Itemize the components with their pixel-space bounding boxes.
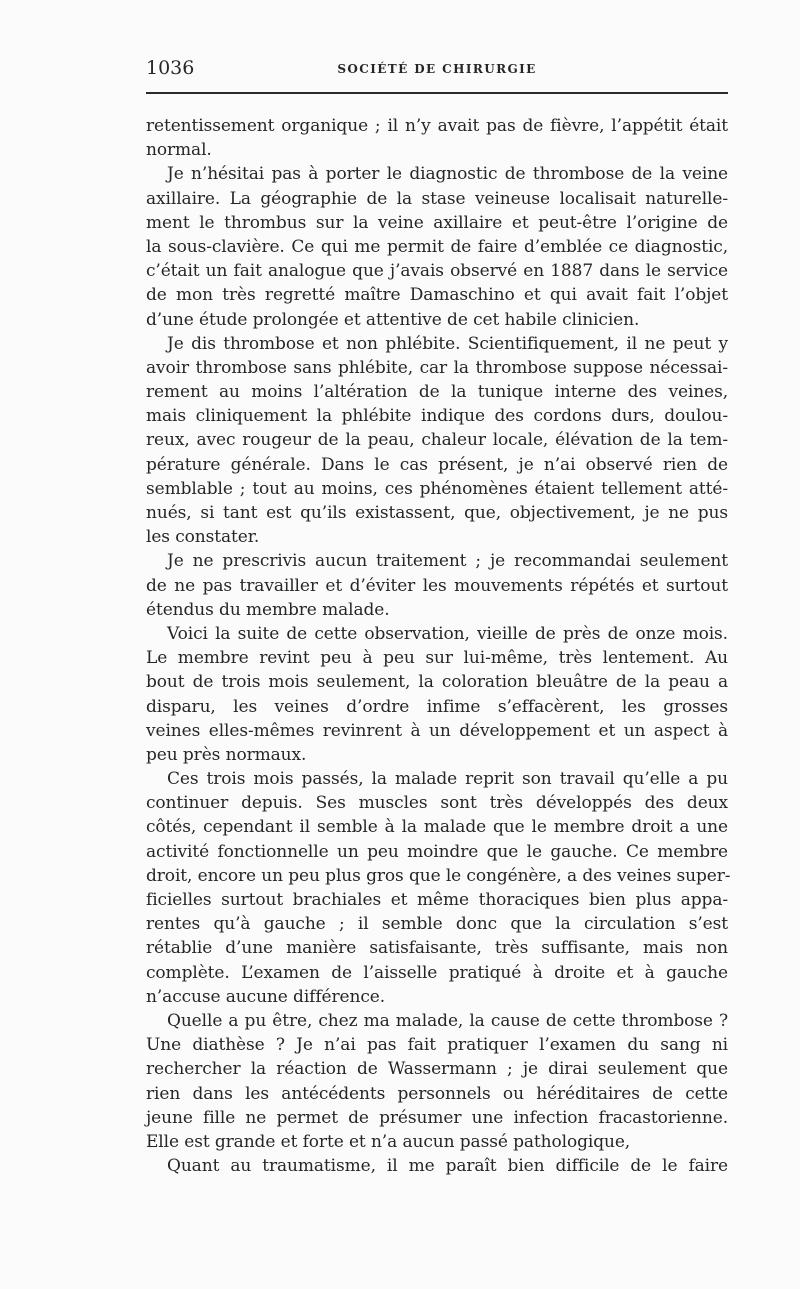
paragraph	[146, 1154, 728, 1178]
text-line: Voici la suite de cette observation, vieille de près de onze mois.	[167, 623, 728, 644]
paragraph	[146, 767, 731, 1009]
text-line: retentissement organique ; il n’y avait pas de fièvre, l’appétit était	[146, 116, 728, 136]
paragraph	[146, 114, 728, 162]
paragraph	[146, 549, 728, 622]
text-line: complète. L’examen de l’aisselle pratiqué à droite et à gauche	[146, 962, 728, 983]
text-line: avoir thrombose sans phlébite, car la thrombose suppose nécessai-	[146, 357, 728, 378]
text-line: n’accuse aucune différence.	[146, 986, 386, 1007]
text-line: activité fonctionnelle un peu moindre que le gauche. Ce membre	[146, 841, 728, 862]
text-line: rentes qu’à gauche ; il semble donc que la circulation s’est	[146, 914, 728, 935]
text-line: la sous-clavière. Ce qui me permit de faire d’emblée ce diagnostic,	[146, 236, 728, 257]
text-line: rétablie d’une manière satisfaisante, très suffisante, mais non	[146, 938, 728, 959]
text-line: mais cliniquement la phlébite indique des cordons durs, doulou-	[146, 406, 728, 427]
text-line: Quelle a pu être, chez ma malade, la cause de cette thrombose ?	[167, 1010, 728, 1031]
text-line: peu près normaux.	[146, 744, 307, 765]
text-line: de mon très regretté maître Damaschino et qui avait fait l’objet	[146, 285, 728, 306]
text-line: Une diathèse ? Je n’ai pas fait pratiquer l’examen du sang ni	[146, 1035, 728, 1056]
text-line: Je n’hésitai pas à porter le diagnostic de thrombose de la veine	[167, 164, 728, 185]
page-number: 1036	[146, 57, 195, 79]
text-line: ficielles surtout brachiales et même thoraciques bien plus appa-	[146, 890, 728, 910]
text-line: semblable ; tout au moins, ces phénomènes étaient tellement atté-	[146, 478, 728, 499]
text-line: continuer depuis. Ses muscles sont très développés des deux	[146, 793, 728, 814]
text-line: rement au moins l’altération de la tunique interne des veines,	[146, 382, 728, 403]
header-rule	[146, 92, 728, 94]
text-line: bout de trois mois seulement, la coloration bleuâtre de la peau a	[146, 672, 728, 693]
paragraph	[146, 162, 728, 331]
paragraph	[146, 1009, 728, 1154]
page-header	[146, 55, 728, 95]
text-line: droit, encore un peu plus gros que le congénère, a des veines super-	[146, 865, 731, 886]
text-line: Je ne prescrivis aucun traitement ; je recommandai seulement	[167, 551, 728, 572]
paragraph	[146, 622, 728, 767]
text-line: ment le thrombus sur la veine axillaire et peut-être l’origine de	[146, 212, 728, 233]
text-line: côtés, cependant il semble à la malade que le membre droit a une	[146, 817, 728, 838]
running-head: SOCIÉTÉ DE CHIRURGIE	[337, 62, 537, 76]
text-line: Quant au traumatisme, il me paraît bien difficile de le faire	[167, 1156, 728, 1177]
text-line: veines elles-mêmes revinrent à un développement et un aspect à	[146, 720, 728, 741]
text-line: Le membre revint peu à peu sur lui-même, très lentement. Au	[146, 648, 728, 669]
text-line: d’une étude prolongée et attentive de cet habile clinicien.	[146, 309, 640, 330]
text-line: pérature générale. Dans le cas présent, je n’ai observé rien de	[146, 454, 728, 475]
text-line: axillaire. La géographie de la stase veineuse localisait naturelle-	[146, 188, 728, 209]
text-line: disparu, les veines d’ordre infime s’effacèrent, les grosses	[146, 696, 728, 717]
body-text	[146, 114, 731, 1178]
text-line: Elle est grande et forte et n’a aucun passé pathologique,	[146, 1131, 631, 1152]
text-line: les constater.	[146, 527, 260, 548]
text-line: Je dis thrombose et non phlébite. Scientifiquement, il ne peut y	[167, 333, 728, 354]
text-line: Ces trois mois passés, la malade reprit son travail qu’elle a pu	[167, 769, 728, 790]
text-line: rechercher la réaction de Wassermann ; je dirai seulement que	[146, 1059, 728, 1080]
text-line: c’était un fait analogue que j’avais observé en 1887 dans le service	[146, 261, 728, 282]
text-line: rien dans les antécédents personnels ou héréditaires de cette	[146, 1083, 728, 1104]
text-line: étendus du membre malade.	[146, 599, 390, 620]
text-line: reux, avec rougeur de la peau, chaleur locale, élévation de la tem-	[146, 430, 728, 451]
text-line: de ne pas travailler et d’éviter les mouvements répétés et surtout	[146, 575, 728, 596]
paragraph	[146, 332, 728, 550]
text-line: jeune fille ne permet de présumer une infection fracastorienne.	[146, 1107, 728, 1128]
text-line: normal.	[146, 140, 212, 161]
text-line: nués, si tant est qu’ils existassent, que, objectivement, je ne pus	[146, 503, 728, 523]
